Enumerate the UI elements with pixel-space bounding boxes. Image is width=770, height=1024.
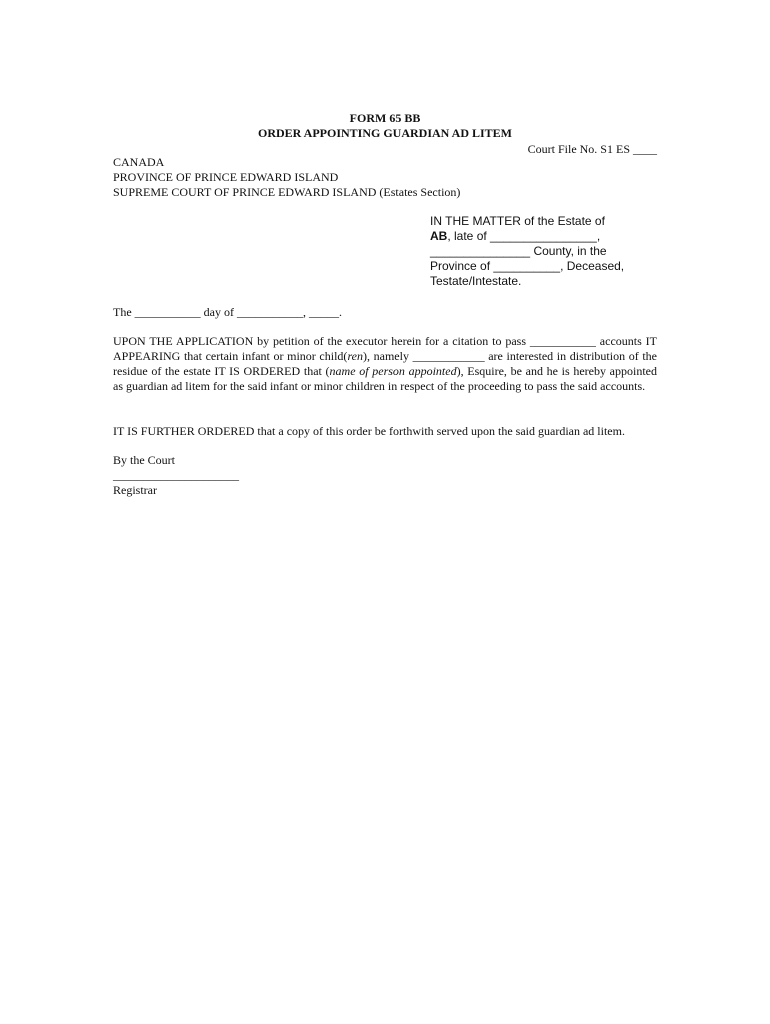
style-line-1: IN THE MATTER of the Estate of bbox=[430, 214, 605, 228]
style-of-cause bbox=[430, 214, 670, 289]
style-line-2 bbox=[430, 229, 670, 244]
late-of-text: , late of ________________, bbox=[447, 229, 601, 243]
date-line: The ___________ day of ___________, _____. bbox=[113, 305, 342, 319]
style-line-3: _______________ County, in the bbox=[430, 244, 607, 258]
order-body-paragraph bbox=[113, 334, 657, 394]
court-label: SUPREME COURT OF PRINCE EDWARD ISLAND (Estates Section) bbox=[113, 185, 461, 199]
form-title: ORDER APPOINTING GUARDIAN AD LITEM bbox=[257, 126, 513, 140]
further-ordered-paragraph: IT IS FURTHER ORDERED that a copy of this order be forthwith served upon the said guardian ad litem. bbox=[113, 424, 625, 438]
registrar-label: Registrar bbox=[113, 483, 157, 497]
by-the-court-label: By the Court bbox=[113, 453, 175, 467]
country-label: CANADA bbox=[113, 155, 165, 169]
style-line-5: Testate/Intestate. bbox=[430, 274, 522, 288]
deceased-name: AB bbox=[430, 229, 448, 243]
province-label: PROVINCE OF PRINCE EDWARD ISLAND bbox=[113, 170, 339, 184]
court-file-number: Court File No. S1 ES ____ bbox=[527, 142, 657, 156]
appointee-italic: name of person appointed bbox=[329, 364, 457, 378]
form-number: FORM 65 BB bbox=[349, 111, 421, 125]
signature-line: _____________________ bbox=[113, 468, 239, 482]
signature-block bbox=[113, 453, 239, 498]
jurisdiction-block bbox=[113, 155, 460, 200]
ren-italic: ren bbox=[347, 349, 363, 363]
body-text-2: ), namely ____________ are interested in distribution of the residue of the estate IT IS ORDERED that ( bbox=[113, 349, 658, 378]
body-text-3: ), Esquire, be and he is hereby appointed as guardian ad litem for the said infant or minor children in respect of the proceeding to pass the said accounts. bbox=[113, 364, 657, 393]
style-line-4: Province of __________, Deceased, bbox=[430, 259, 625, 273]
body-text-1: UPON THE APPLICATION by petition of the executor herein for a citation to pass ___________ accounts IT APPEARING that certain infant or minor child( bbox=[113, 334, 657, 363]
